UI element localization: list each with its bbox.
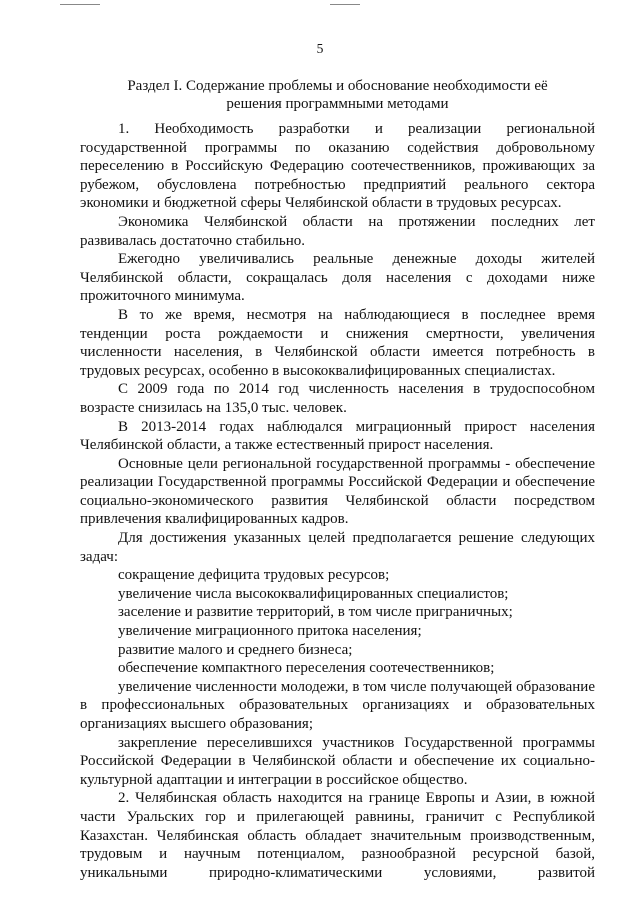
paragraph: Ежегодно увеличивались реальные денежные доходы жителей Челябинской области, сокращалась доля населения с доходами ниже прожиточного минимума. <box>80 251 595 305</box>
list-item: закрепление переселившихся участников Государственной программы Российской Федерации в Челябинской области и обеспечение их социально-культурной адаптации и интеграции в российское общество. <box>80 734 595 788</box>
list-item: сокращение дефицита трудовых ресурсов; <box>118 567 390 584</box>
page-number: 5 <box>316 41 324 56</box>
section-title <box>80 77 595 113</box>
scan-artifact <box>60 4 100 5</box>
document-body <box>80 120 595 882</box>
list-item: заселение и развитие территорий, в том числе приграничных; <box>118 604 513 621</box>
paragraph: Экономика Челябинской области на протяжении последних лет развивалась достаточно стабильно. <box>80 213 595 249</box>
list-item: развитие малого и среднего бизнеса; <box>118 641 353 658</box>
list-item: увеличение численности молодежи, в том числе получающей образование в профессиональных образовательных организациях и образовательных организациях высшего образования; <box>80 678 595 732</box>
paragraph: 2. Челябинская область находится на границе Европы и Азии, в южной части Уральских гор и прилегающей равнины, граничит с Республикой Казахстан. Челябинская область обладает значительным производственным, трудовым и научным потенциалом, разнообразной ресурсной базой, уникальными природно-климатическими условиями, развитой <box>80 790 595 881</box>
section-title-line: решения программными методами <box>226 96 449 112</box>
paragraph: С 2009 года по 2014 год численность населения в трудоспособном возрасте снизилась на 135,0 тыс. человек. <box>80 381 595 416</box>
paragraph: Для достижения указанных целей предполагается решение следующих задач: <box>80 530 595 565</box>
paragraph: Основные цели региональной государственной программы - обеспечение реализации Государственной программы Российской Федерации и обеспечение социально-экономического развития Челябинской области посредством привлечения квалифицированных кадров. <box>80 455 595 528</box>
list-item: увеличение числа высококвалифицированных специалистов; <box>118 585 509 602</box>
list-item: увеличение миграционного притока населения; <box>118 623 422 640</box>
paragraph: В то же время, несмотря на наблюдающиеся в последнее время тенденции роста рождаемости и снижения смертности, увеличения численности населения, в Челябинской области имеется потребность в трудовых ресурсах, особенно в высококвалифицированных специалистах. <box>80 306 595 379</box>
scan-artifact <box>330 4 360 5</box>
paragraph: В 2013-2014 годах наблюдался миграционный прирост населения Челябинской области, а также естественный прирост населения. <box>80 418 595 454</box>
section-title-line: Раздел I. Содержание проблемы и обоснование необходимости её <box>127 78 548 94</box>
list-item: обеспечение компактного переселения соотечественников; <box>118 660 495 677</box>
paragraph: 1. Необходимость разработки и реализации региональной государственной программы по оказанию содействия добровольному переселению в Российскую Федерацию соотечественников, проживающих за рубежом, обусловлена потребностью предприятий реального сектора экономики и бюджетной сферы Челябинской области в трудовых ресурсах. <box>80 121 595 212</box>
